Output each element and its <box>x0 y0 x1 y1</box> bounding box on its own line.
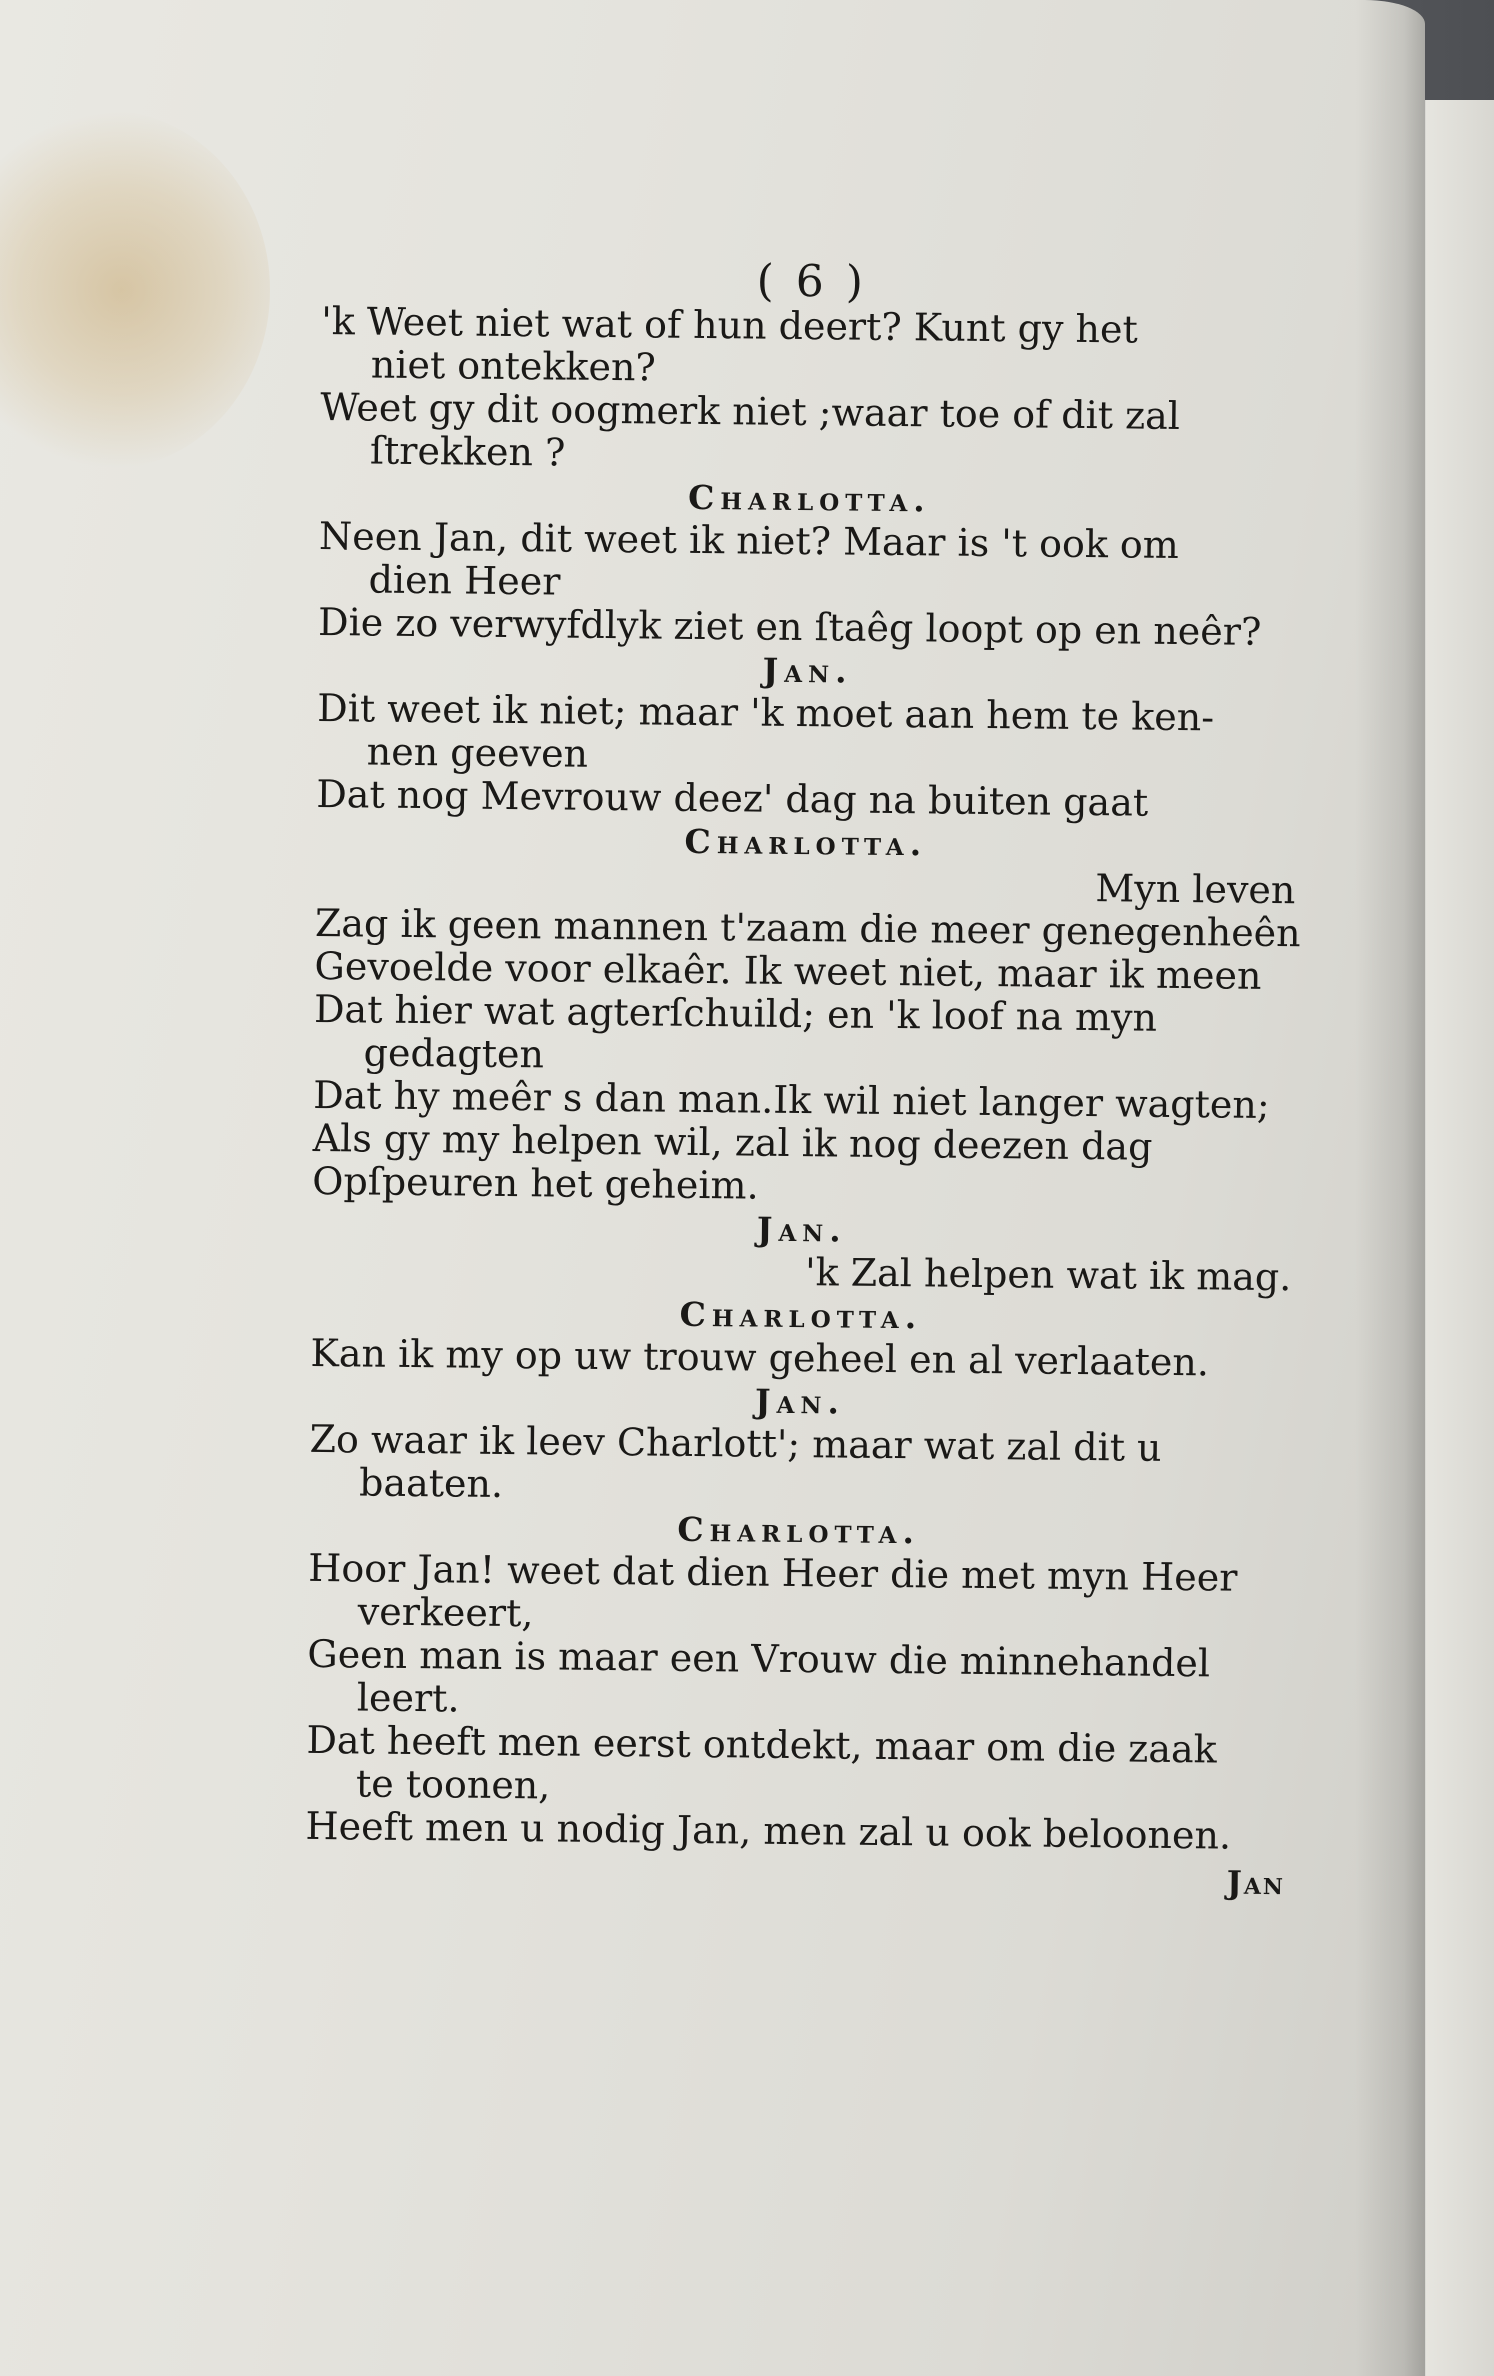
verse-line: Dat hier wat agterſchuild; en 'k loof na myn <box>313 986 1158 1040</box>
verse-line: Zag ik geen mannen t'zaam die meer genegenheên <box>314 900 1301 956</box>
verse-line-continuation: verkeert, <box>357 1589 534 1636</box>
verse-line-continuation: ſtrekken ? <box>369 428 566 475</box>
verse-line-right: Myn leven <box>1095 866 1296 913</box>
verse-line: Als gy my helpen wil, zal ik nog deezen dag <box>312 1115 1153 1169</box>
verse-line-right: 'k Zal helpen wat ik mag. <box>804 1250 1292 1300</box>
verse-line: Dat hy meêr s dan man.Ik wil niet langer wagten; <box>312 1072 1270 1127</box>
verse-line-continuation: leert. <box>356 1675 460 1721</box>
verse-line: Dit weet ik niet; maar 'k moet aan hem te ken- <box>317 685 1215 740</box>
verse-line-continuation: nen geeven <box>366 729 589 776</box>
page-number: ( 6 ) <box>756 255 868 308</box>
verse-line-continuation: dien Heer <box>368 557 561 604</box>
verse-line: Dat nog Mevrouw deez' dag na buiten gaat <box>316 771 1149 825</box>
verse-line: 'k Weet niet wat of hun deert? Kunt gy het <box>321 298 1138 352</box>
verse-line: Opſpeuren het geheim. <box>312 1158 759 1208</box>
verse-line: Gevoelde voor elkaêr. Ik weet niet, maar ik meen <box>314 943 1262 998</box>
verse-line: Heeft men u nodig Jan, men zal u ook beloonen. <box>305 1803 1232 1858</box>
speaker-heading: Jan. <box>762 650 853 691</box>
verse-line: Dat heeft men eerst ontdekt, maar om die zaak <box>306 1717 1217 1772</box>
catchword: Jan <box>1226 1863 1286 1903</box>
verse-line: Die zo verwyfdlyk ziet en ſtaêg loopt op en neêr? <box>317 599 1262 654</box>
verse-line: Geen man is maar een Vrouw die minnehandel <box>307 1631 1211 1686</box>
verse-lines <box>305 300 1301 1858</box>
foxing-stain <box>0 110 270 470</box>
verse-line: Neen Jan, dit weet ik niet? Maar is 't ook om <box>318 513 1180 567</box>
speaker-heading: Charlotta. <box>684 821 928 864</box>
verse-line: Kan ik my op uw trouw geheel en al verlaaten. <box>310 1330 1210 1385</box>
speaker-heading: Jan. <box>754 1381 846 1422</box>
verse-line-continuation: baaten. <box>358 1460 504 1506</box>
speaker-heading: Charlotta. <box>679 1294 923 1337</box>
verse-line: Weet gy dit oogmerk niet ;waar toe of dit zal <box>320 384 1181 438</box>
verse-line-continuation: niet ontekken? <box>370 342 657 390</box>
speaker-heading: Charlotta. <box>687 477 932 520</box>
verse-line: Hoor Jan! weet dat dien Heer die met myn Heer <box>308 1545 1238 1600</box>
speaker-heading: Charlotta. <box>677 1509 921 1552</box>
verse-line: Zo waar ik leev Charlott'; maar wat zal dit u <box>309 1416 1162 1470</box>
speaker-heading: Jan. <box>756 1209 848 1250</box>
gutter-shadow <box>1355 0 1425 2376</box>
verse-line-continuation: te toonen, <box>355 1761 551 1808</box>
adjacent-page-edge <box>1420 100 1494 2376</box>
text-block <box>305 255 1302 1905</box>
verse-line-continuation: gedagten <box>363 1030 545 1077</box>
